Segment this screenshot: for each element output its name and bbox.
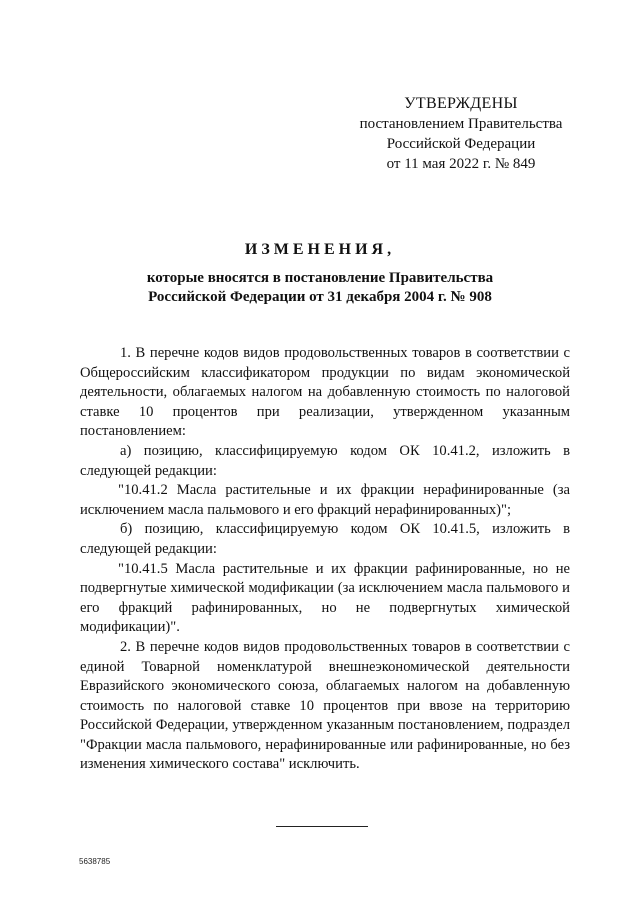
end-divider bbox=[276, 826, 368, 827]
paragraph-1b-text: "10.41.5 Масла растительные и их фракции рафинированные, но не подвергнутые химической модификации (за исключением масла пальмового и его фракций рафинированных, но не подвергнутых химической модификации)". bbox=[80, 560, 570, 636]
approval-block bbox=[330, 94, 592, 174]
paragraph-1: 1. В перечне кодов видов продовольственных товаров в соответствии с Общероссийским классификатором продукции по видам экономической деятельности, облагаемых налогом на добавленную стоимость по налоговой ставке 10 процентов при реализации, утвержденном указанным постановлением: bbox=[80, 345, 570, 440]
paragraph-2: 2. В перечне кодов видов продовольственных товаров в соответствии с единой Товарной номенклатурой внешнеэкономической деятельности Евразийского экономического союза, облагаемых налогом на добавленную стоимость по налоговой ставке 10 процентов при ввозе на территорию Российской Федерации, утвержденном указанным постановлением, подраздел "Фракции масла пальмового, нерафинированные или рафинированные, но без изменения химического состава" исключить. bbox=[80, 638, 570, 773]
document-body bbox=[80, 344, 570, 775]
paragraph-1a-text: "10.41.2 Масла растительные и их фракции нерафинированные (за исключением масла пальмового и его фракций нерафинированных)"; bbox=[80, 482, 570, 518]
subtitle-line-2: Российской Федерации от 31 декабря 2004 г. № 908 bbox=[148, 289, 492, 305]
paragraph-1b: б) позицию, классифицируемую кодом ОК 10.41.5, изложить в следующей редакции: bbox=[80, 521, 570, 557]
document-number: 5638785 bbox=[79, 857, 111, 866]
document-subtitle bbox=[60, 269, 580, 307]
approval-line-1: постановлением Правительства bbox=[359, 116, 563, 132]
paragraph-1a: а) позицию, классифицируемую кодом ОК 10.41.2, изложить в следующей редакции: bbox=[80, 442, 570, 479]
approval-line-2: Российской Федерации bbox=[386, 136, 536, 152]
approval-line-3: от 11 мая 2022 г. № 849 bbox=[386, 156, 536, 172]
subtitle-line-1: которые вносятся в постановление Правительства bbox=[146, 270, 494, 286]
document-title: ИЗМЕНЕНИЯ, bbox=[244, 241, 396, 258]
approval-heading: УТВЕРЖДЕНЫ bbox=[404, 95, 518, 112]
